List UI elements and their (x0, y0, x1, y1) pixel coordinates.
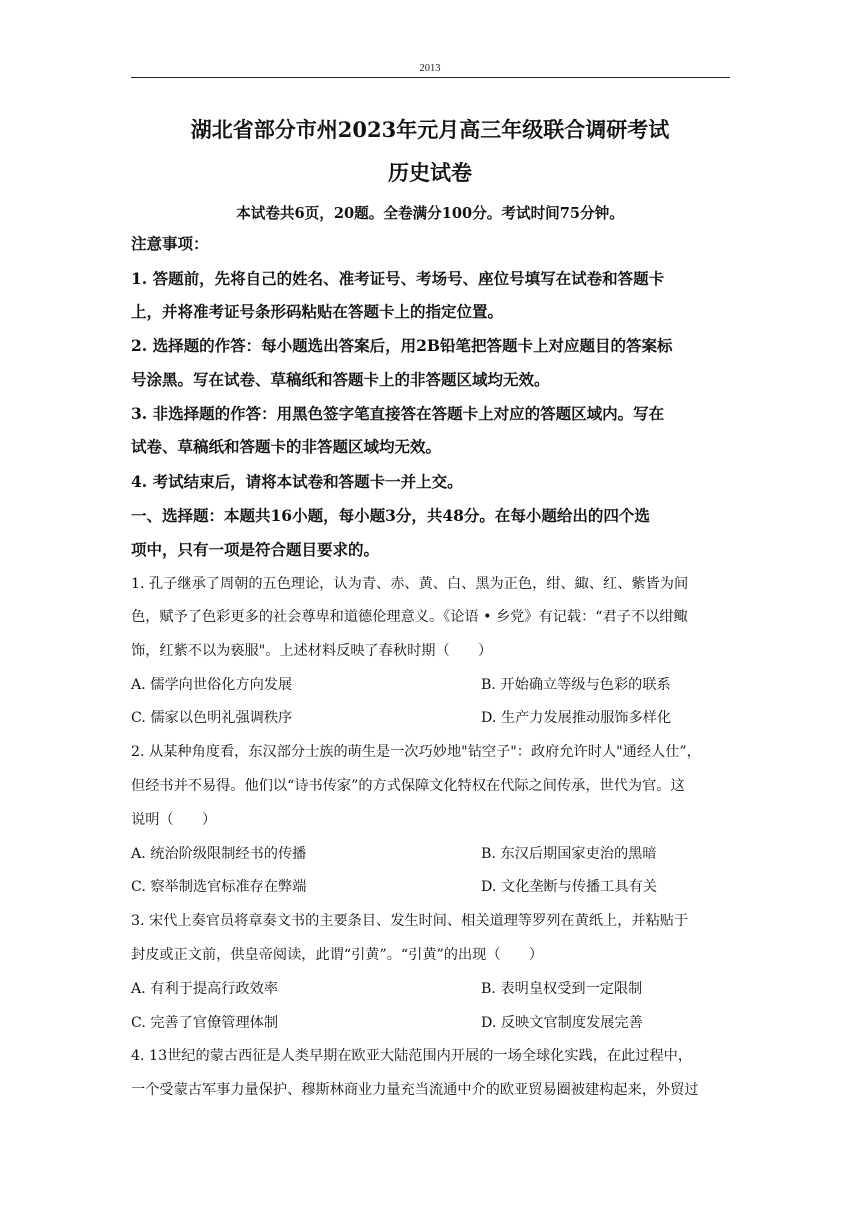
note-item: 试卷、草稿纸和答题卡的非答题区域均无效。 (131, 437, 442, 456)
question-1-option-c: C. 儒家以色明礼强调秩序 (131, 710, 293, 726)
section-heading: 项中，只有一项是符合题目要求的。 (131, 540, 380, 559)
question-1-text: 色，赋予了色彩更多的社会尊卑和道德伦理意义。《论语 • 乡党》有记载：“君子不以绀鲰 (131, 609, 688, 625)
exam-subject: 历史试卷 (388, 160, 472, 185)
exam-title: 湖北省部分市州2023年元月高三年级联合调研考试 (190, 117, 670, 142)
exam-info: 本试卷共6页，20题。全卷满分100分。考试时间75分钟。 (236, 205, 624, 222)
question-3-option-a: A. 有利于提高行政效率 (131, 981, 278, 997)
question-2-option-c: C. 察举制选官标准存在弊端 (131, 879, 307, 895)
note-item: 2. 选择题的作答：每小题选出答案后，用2B铅笔把答题卡上对应题目的答案标 (131, 336, 673, 355)
note-item: 3. 非选择题的作答：用黑色签字笔直接答在答题卡上对应的答题区域内。写在 (131, 404, 665, 423)
notes-heading: 注意事项： (131, 234, 209, 253)
note-item: 4. 考试结束后，请将本试卷和答题卡一并上交。 (131, 472, 463, 491)
question-2-text: 2. 从某种角度看，东汉部分士族的萌生是一次巧妙地"钻空子"：政府允许时人"通经人仕”， (131, 744, 701, 760)
question-2-option-d: D. 文化垄断与传播工具有关 (481, 879, 657, 895)
question-4-text: 4. 13世纪的蒙古西征是人类早期在欧亚大陆范围内开展的一场全球化实践，在此过程中， (131, 1048, 693, 1064)
question-1-option-a: A. 儒学向世俗化方向发展 (131, 677, 293, 693)
note-item: 上，并将准考证号条形码粘贴在答题卡上的指定位置。 (131, 302, 504, 321)
note-item: 号涂黑。写在试卷、草稿纸和答题卡上的非答题区域均无效。 (131, 370, 550, 389)
question-3-option-c: C. 完善了官僚管理体制 (131, 1015, 279, 1031)
question-1-text: 饰，红紫不以为亵服"。上述材料反映了春秋时期（ ） (131, 643, 493, 659)
question-1-option-d: D. 生产力发展推动服饰多样化 (481, 710, 672, 726)
question-1-option-b: B. 开始确立等级与色彩的联系 (481, 677, 671, 693)
section-heading: 一、选择题：本题共16小题，每小题3分，共48分。在每小题给出的四个选 (131, 506, 650, 525)
header-rule (131, 77, 730, 78)
question-2-text: 但经书并不易得。他们以“诗书传家”的方式保障文化特权在代际之间传承，世代为官。这 (131, 778, 685, 794)
question-2-option-a: A. 统治阶级限制经书的传播 (131, 846, 307, 862)
question-3-option-d: D. 反映文官制度发展完善 (481, 1015, 643, 1031)
header-page-number: 2013 (419, 63, 441, 74)
question-2-text: 说明（ ） (131, 812, 217, 828)
question-3-text: 封皮或正文前，供皇帝阅读，此谓“引黄”。“引黄”的出现（ ） (131, 947, 544, 963)
question-3-option-b: B. 表明皇权受到一定限制 (481, 981, 643, 997)
question-3-text: 3. 宋代上奏官员将章奏文书的主要条目、发生时间、相关道理等罗列在黄纸上，并粘贴于 (131, 913, 689, 929)
note-item: 1. 答题前，先将自己的姓名、准考证号、考场号、座位号填写在试卷和答题卡 (131, 269, 665, 288)
question-4-text: 一个受蒙古军事力量保护、穆斯林商业力量充当流通中介的欧亚贸易圈被建构起来，外贸过 (131, 1082, 699, 1098)
question-1-text: 1. 孔子继承了周朝的五色理论，认为青、赤、黄、白、黑为正色，绀、緅、红、紫皆为间 (131, 576, 689, 592)
question-2-option-b: B. 东汉后期国家吏治的黑暗 (481, 846, 657, 862)
